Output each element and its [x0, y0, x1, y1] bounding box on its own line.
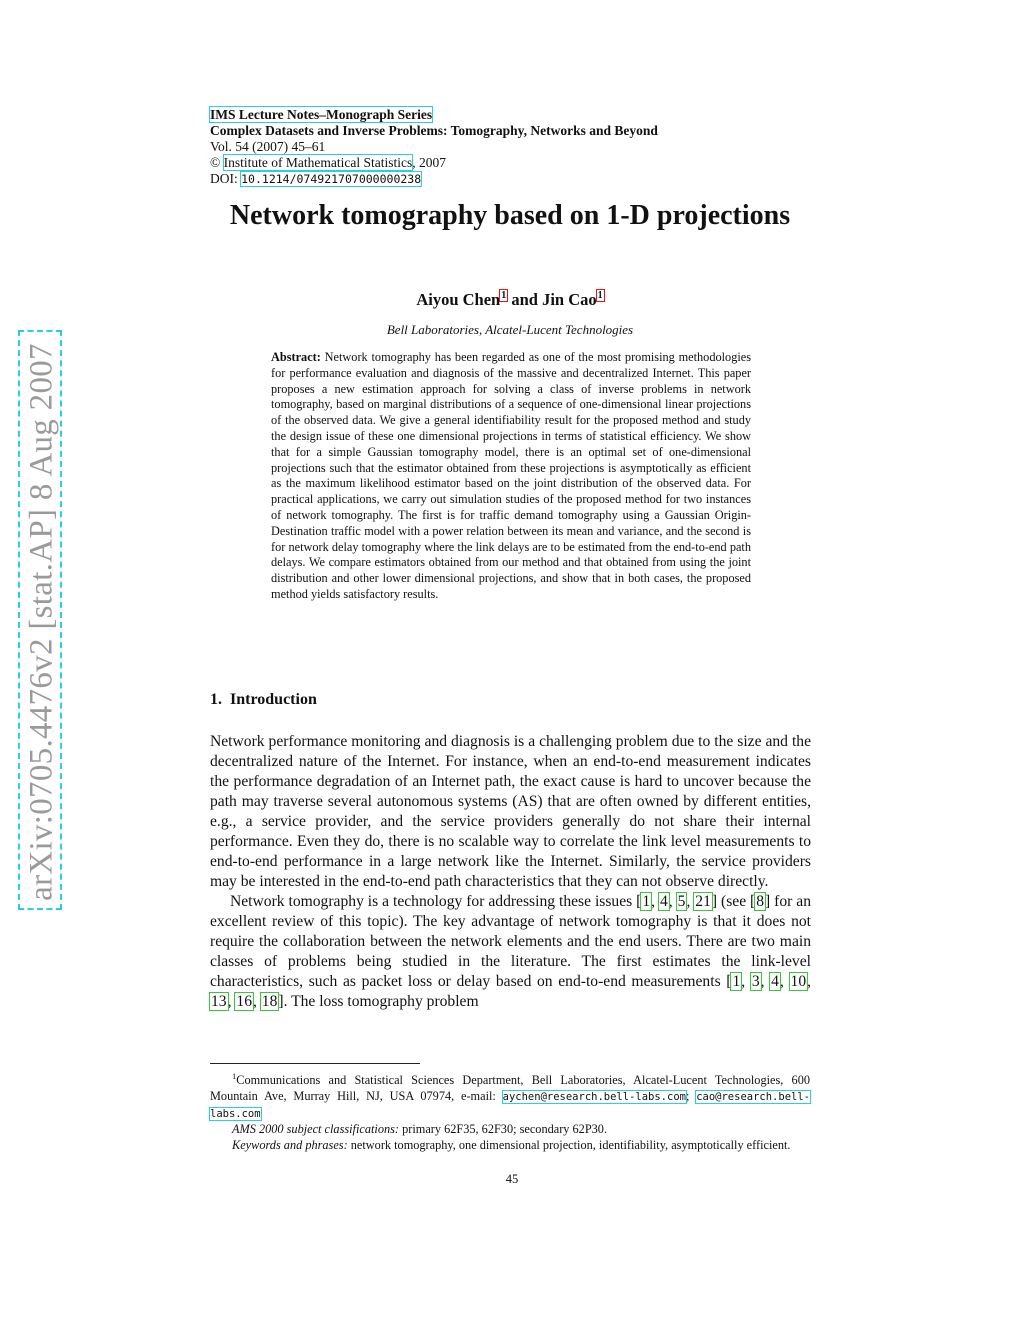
keywords-text: network tomography, one dimensional projection, identifiability, asymptotically efficient. — [347, 1138, 791, 1153]
citation-link[interactable]: 4 — [660, 893, 668, 910]
paper-title: Network tomography based on 1-D projections — [229, 200, 791, 231]
citation-link[interactable]: 1 — [732, 973, 741, 990]
volume-title: Complex Datasets and Inverse Problems: Tomography, Networks and Beyond — [210, 123, 658, 138]
footnote-mark: 1 — [232, 1071, 237, 1081]
text-run: ; — [685, 1088, 697, 1103]
section-number: 1. — [210, 691, 222, 708]
citation-link[interactable]: 1 — [642, 893, 651, 910]
citation-link[interactable]: 21 — [695, 893, 711, 910]
ams-label: AMS 2000 subject classifications: — [232, 1122, 400, 1137]
doi-label: DOI: — [210, 171, 242, 186]
section-heading — [210, 691, 317, 709]
volume-info: Vol. 54 (2007) 45–61 — [210, 139, 326, 154]
copyright-symbol: © — [210, 155, 221, 170]
text-run: Network tomography is a technology for addressing these issues [ — [230, 893, 642, 910]
citation-link[interactable]: 16 — [236, 993, 252, 1010]
citation-link[interactable]: 3 — [751, 973, 760, 990]
arxiv-identifier[interactable]: arXiv:0705.4476v2 [stat.AP] 8 Aug 2007 — [23, 343, 60, 901]
text-run: , — [807, 973, 812, 990]
paragraph — [210, 892, 811, 1012]
footnote-rule — [210, 1063, 420, 1064]
text-run: , — [651, 893, 659, 910]
text-run: , — [760, 973, 771, 990]
keywords — [210, 1138, 810, 1154]
footnote-affiliation — [210, 1069, 810, 1122]
ams-classification — [210, 1122, 810, 1138]
text-run: , — [252, 993, 261, 1010]
citation-link[interactable]: 5 — [677, 893, 686, 910]
copyright-year: , 2007 — [412, 155, 446, 170]
keywords-label: Keywords and phrases: — [232, 1138, 348, 1153]
body-text — [210, 732, 811, 1012]
text-run: , — [668, 893, 677, 910]
section-title: Introduction — [230, 691, 317, 708]
abstract-text: Network tomography has been regarded as one of the most promising methodologies for performance evaluation and diagnosis of the massive and decentralized Internet. This paper proposes a new estimation approach for solving a class of inverse problems in network tomography, based on marginal distributions of a sequence of one-dimensional linear projections of the observed data. We give a general identifiability result for the proposed method and study the design issue of these one dimensional projections in terms of statistical efficiency. We show that for a simple Gaussian tomography model, there is an optimal set of one-dimensional projections such that the estimator obtained from these projections is asymptotically as efficient as the maximum likelihood estimator based on the joint distribution of the observed data. For practical applications, we carry out simulation studies of the proposed method for two instances of network tomography. The first is for traffic demand tomography using a Gaussian Origin-Destination traffic model with a power relation between its mean and variance, and the second is for network delay tomography where the link delays are to be estimated from the end-to-end path delays. We compare estimators obtained from our method and that obtained from using the joint distribution and other lower dimensional projections, and show that in both cases, the proposed method yields satisfactory results. — [271, 350, 752, 601]
publisher-link[interactable]: Institute of Mathematical Statistics — [223, 155, 413, 170]
affiliation: Bell Laboratories, Alcatel-Lucent Technologies — [386, 322, 634, 337]
page-number: 45 — [505, 1172, 519, 1186]
author-name: Aiyou Chen — [416, 290, 501, 309]
publication-header — [210, 107, 810, 187]
author-line — [210, 290, 810, 310]
footnote-link[interactable]: 1 — [597, 290, 603, 301]
author-name: Jin Cao — [542, 290, 597, 309]
text-run: , — [779, 973, 790, 990]
footnote-text: Communications and Statistical Sciences Department, Bell Laboratories, Alcatel-Lucent Technologies, 600 Mountain Ave, Murray Hill, NJ, USA 07974, e-mail: — [210, 1073, 810, 1103]
doi-link[interactable]: 10.1214/074921707000000238 — [241, 172, 422, 186]
citation-link[interactable]: 8 — [756, 893, 765, 910]
footnote-link[interactable]: 1 — [501, 290, 507, 301]
series-link[interactable]: IMS Lecture Notes–Monograph Series — [210, 107, 433, 122]
text-run: ] for an excellent review of this topic). The key advantage of network tomography is that it does not require the collaboration between the network elements and the end users. There are two main classes of problems being studied in the literature. The first estimates the link-level characteristics, such as packet loss or delay based on end-to-end measurements [ — [210, 893, 812, 990]
abstract-label: Abstract: — [271, 350, 321, 364]
arxiv-stamp-box[interactable] — [18, 330, 62, 910]
text-run: , — [686, 893, 695, 910]
text-run: , — [227, 993, 236, 1010]
citation-link[interactable]: 13 — [211, 993, 227, 1010]
paragraph: Network performance monitoring and diagnosis is a challenging problem due to the size and the decentralized nature of the Internet. For instance, when an end-to-end measurement indicates the performance degradation of an Internet path, the exact cause is hard to uncover because the path may traverse several autonomous systems (AS) that are often owned by different entities, e.g., a service provider, and the service providers generally do not share their internal performance. Even they do, there is no scalable way to correlate the link level measurements to end-to-end performance in a large network like the Internet. Similarly, the service providers may be interested in the end-to-end path characteristics that they can not observe directly. — [210, 733, 811, 890]
author-conjunction: and — [511, 290, 538, 309]
citation-link[interactable]: 18 — [261, 993, 278, 1010]
email-link[interactable]: aychen@research.bell-labs.com — [502, 1090, 686, 1103]
ams-text: primary 62F35, 62F30; secondary 62P30. — [399, 1122, 608, 1137]
citation-link[interactable]: 10 — [790, 973, 807, 990]
abstract — [271, 350, 751, 603]
text-run: , — [741, 973, 751, 990]
email-link[interactable]: cao@research.bell-labs.com — [210, 1090, 810, 1120]
footnotes — [210, 1069, 810, 1154]
text-run: ]. The loss tomography problem — [278, 993, 479, 1010]
citation-link[interactable]: 4 — [771, 973, 779, 990]
text-run: ] (see [ — [711, 893, 756, 910]
